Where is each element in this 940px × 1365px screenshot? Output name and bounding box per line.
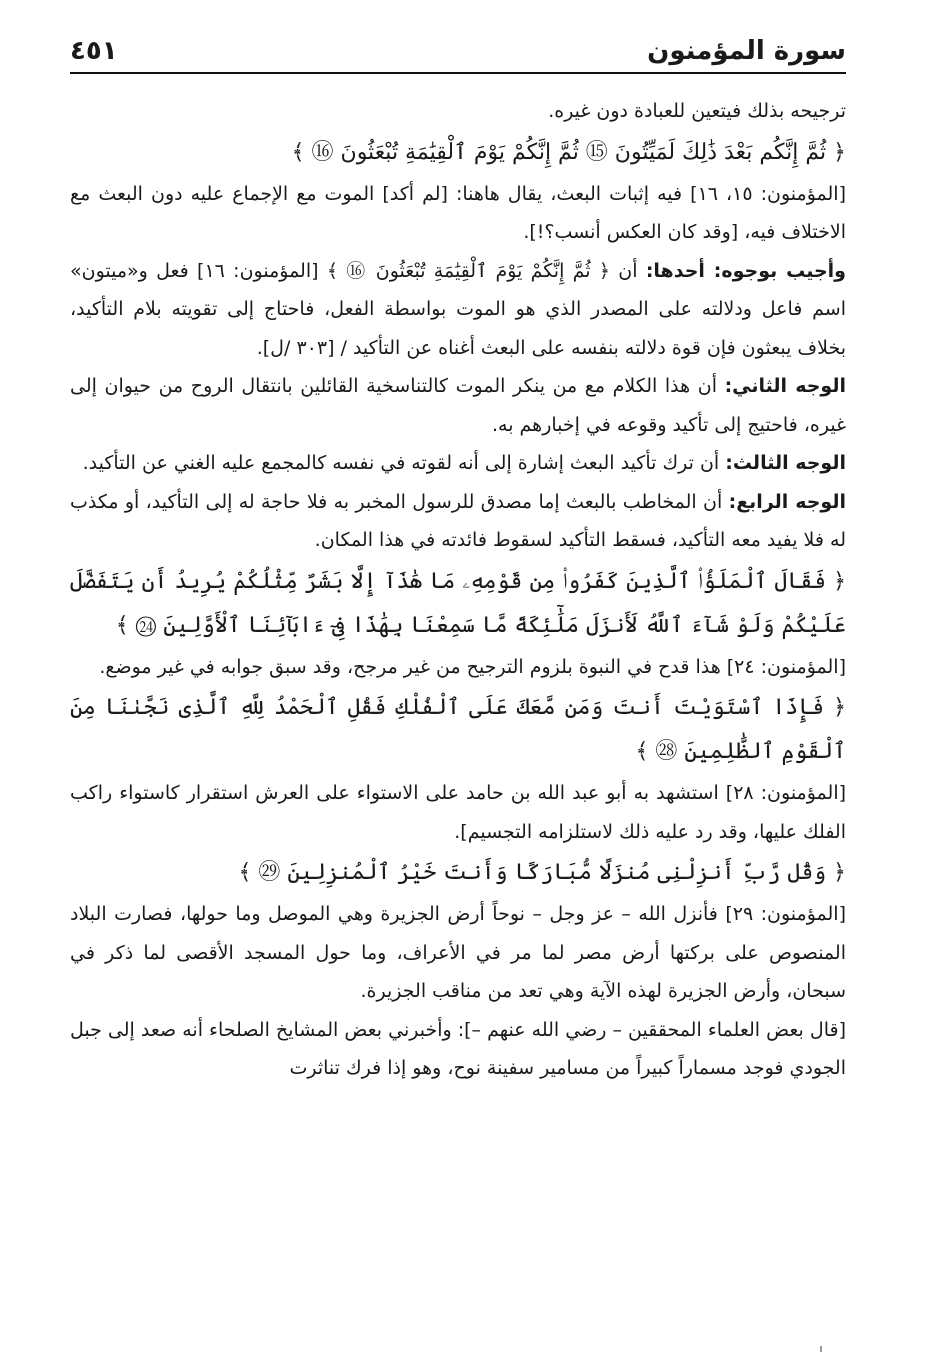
ayah-block — [70, 560, 846, 648]
page-number: ٤٥١ — [70, 36, 118, 66]
text-paragraph — [70, 483, 846, 560]
ayah-block — [70, 851, 846, 895]
text-paragraph — [70, 175, 846, 252]
text-paragraph — [70, 774, 846, 851]
page-header — [70, 20, 846, 66]
text-paragraph — [70, 444, 846, 483]
paragraph-text: [المؤمنون: ٢٤] هذا قدح في النبوة بلزوم الترجيح من غير مرجح، وقد سبق جوابه في غير موضع. — [99, 655, 846, 678]
paragraph-text: [المؤمنون: ١٥، ١٦] فيه إثبات البعث، يقال هاهنا: [لم أكد] الموت مع الإجماع عليه دون البعث مع الاختلاف فيه، [وقد كان العكس أنسب؟!]. — [70, 182, 846, 243]
paragraph-text: أن هذا الكلام مع من ينكر الموت كالتناسخية القائلين بانتقال الروح من حيوان إلى غيره، فاحتيج إلى تأكيد وقوعه في إخبارهم به. — [70, 375, 846, 436]
paragraph-text: أن ﴿ ثُمَّ إِنَّكُمْ يَوْمَ ٱلْقِيَٰمَةِ تُبْعَثُونَ ⑯ ﴾ [المؤمنون: ١٦] فعل و«ميتون» اسم فاعل ودلالته على المصدر الذي هو الموت بواسطة الفعل، فاحتاج إلى تقويته بلام التأكيد، بخلاف يبعثون فإن قوة دلالته بنفسه على البعث أغناه عن التأكيد / [٣٠٣ /ل]. — [70, 259, 846, 359]
paragraph-lead: الوجه الثالث: — [725, 452, 846, 474]
paragraph-text: [قال بعض العلماء المحققين – رضي الله عنهم –]: وأخبرني بعض المشايخ الصلحاء أنه صعد إلى جبل الجودي فوجد مسماراً كبيراً من مسامير سفينة نوح، وهو إذا فرك تناثرت — [70, 1018, 846, 1079]
page-body — [70, 92, 846, 1088]
paragraph-text: ﴿ وَقُل رَّبِّ أَنزِلْنِى مُنزَلًا مُّبَارَكًا وَأَنتَ خَيْرُ ٱلْمُنزِلِينَ ㉙ ﴾ — [238, 860, 846, 885]
paragraph-lead: الوجه الثاني: — [724, 375, 846, 397]
header-rule — [70, 72, 846, 74]
paragraph-text: أن المخاطب بالبعث إما مصدق للرسول المخبر به فلا حاجة له إلى التأكيد، أو مكذب له فلا يفيد معه التأكيد، فسقط التأكيد لسقوط فائدته في هذا المكان. — [70, 490, 846, 551]
text-paragraph — [70, 92, 846, 131]
paragraph-text: [المؤمنون: ٢٩] فأنزل الله – عز وجل – نوحاً أرض الجزيرة وهي الموصل وما حولها، فصارت البلاد المنصوص على بركتها أرض مصر لما مر في الأعراف، وما حول المسجد الأقصى لما ذكر في سبحان، وأرض الجزيرة لهذه الآية وهي تعد من مناقب الجزيرة. — [70, 903, 846, 1002]
page — [70, 20, 846, 1088]
paragraph-text: ﴿ فَقَالَ ٱلْمَلَؤُا۟ ٱلَّذِينَ كَفَرُوا۟ مِن قَوْمِهِۦ مَا هَٰذَآ إِلَّا بَشَرٌ مِّثْلُكُمْ يُرِيدُ أَن يَتَفَضَّلَ عَلَيْكُمْ وَلَوْ شَآءَ ٱللَّهُ لَأَنزَلَ مَلَٰٓئِكَةً مَّا سَمِعْنَا بِهَٰذَا فِىٓ ءَابَآئِنَا ٱلْأَوَّلِينَ ㉔ ﴾ — [70, 568, 846, 638]
text-paragraph — [70, 1011, 846, 1088]
paragraph-text: ﴿ فَإِذَا ٱسْتَوَيْتَ أَنتَ وَمَن مَّعَكَ عَلَى ٱلْفُلْكِ فَقُلِ ٱلْحَمْدُ لِلَّهِ ٱلَّذِى نَجَّىٰنَا مِنَ ٱلْقَوْمِ ٱلظَّٰلِمِينَ ㉘ ﴾ — [70, 695, 846, 764]
paragraph-text: [المؤمنون: ٢٨] استشهد به أبو عبد الله بن حامد على الاستواء على العرش استقرار كاستواء راكب الفلك عليها، وقد رد عليه ذلك لاستلزامه التجسيم]. — [70, 782, 847, 843]
paragraph-text: أن ترك تأكيد البعث إشارة إلى أنه لقوته في نفسه كالمجمع عليه الغني عن التأكيد. — [82, 452, 726, 474]
paragraph-lead: وأجيب بوجوه: أحدها: — [645, 259, 846, 282]
text-paragraph — [70, 648, 846, 687]
text-paragraph — [70, 367, 846, 444]
page-mark — [820, 1346, 822, 1352]
paragraph-lead: الوجه الرابع: — [728, 490, 846, 513]
ayah-block — [70, 686, 846, 774]
text-paragraph — [70, 895, 846, 1011]
text-paragraph — [70, 252, 846, 368]
paragraph-text: ترجيحه بذلك فيتعين للعبادة دون غيره. — [548, 100, 846, 122]
surah-title: سورة المؤمنون — [647, 36, 846, 66]
paragraph-text: ﴿ ثُمَّ إِنَّكُم بَعْدَ ذَٰلِكَ لَمَيِّتُونَ ⑮ ثُمَّ إِنَّكُمْ يَوْمَ ٱلْقِيَٰمَةِ تُبْعَثُونَ ⑯ ﴾ — [291, 139, 846, 165]
ayah-block — [70, 131, 846, 175]
